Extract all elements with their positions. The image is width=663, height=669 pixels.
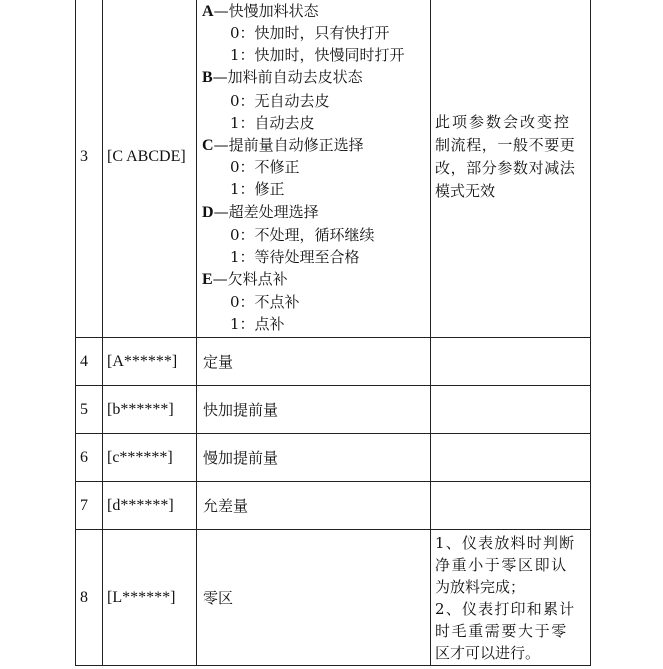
param-B-option-0: 0：无自动去皮 xyxy=(230,92,330,110)
param-C-option-0: 0：不修正 xyxy=(230,158,300,176)
row-8-note-line-1: 1、仪表放料时判断 xyxy=(435,534,576,552)
param-A-text: —快慢加料状态 xyxy=(213,2,319,20)
row-4-code: [A******] xyxy=(107,353,178,370)
param-A-option-1: 1：快加时，快慢同时打开 xyxy=(230,46,405,64)
row-8-note-line-4: 2、仪表打印和累计 xyxy=(435,600,576,618)
row-8-note-line-3: 为放料完成； xyxy=(435,578,526,596)
column-divider-2 xyxy=(196,0,197,666)
row-5-number: 5 xyxy=(80,401,88,418)
row-5-code: [b******] xyxy=(107,401,174,418)
row-divider-7-8 xyxy=(75,529,591,530)
column-divider-1 xyxy=(102,0,103,666)
row-3-note-line-1: 此项参数会改变控 xyxy=(435,113,572,131)
row-8-note-line-5: 时毛重需要大于零 xyxy=(435,622,568,640)
param-D-title xyxy=(202,202,319,223)
table-border-bottom xyxy=(75,665,591,666)
param-A-option-0: 0：快加时，只有快打开 xyxy=(230,24,390,42)
param-B-title xyxy=(202,67,363,88)
param-C-title xyxy=(202,135,364,156)
table-border-left xyxy=(75,0,76,666)
row-3-code: [C ABCDE] xyxy=(107,148,186,165)
row-3-note-line-4: 模式无效 xyxy=(435,182,496,200)
row-8-note-line-2: 净重小于零区即认 xyxy=(435,556,568,574)
row-6-number: 6 xyxy=(80,449,88,466)
param-B-text: —加料前自动去皮状态 xyxy=(212,68,363,86)
param-E-option-1: 1：点补 xyxy=(230,315,285,333)
row-6-code: [c******] xyxy=(107,449,173,466)
row-4-name: 定量 xyxy=(203,353,234,371)
param-D-key: D xyxy=(202,204,214,221)
param-D-option-0: 0：不处理，循环继续 xyxy=(230,226,375,244)
param-B-key: B xyxy=(202,69,213,86)
row-8-name: 零区 xyxy=(203,589,234,607)
row-8-number: 8 xyxy=(80,589,88,606)
row-4-number: 4 xyxy=(80,353,88,370)
table-border-right xyxy=(590,0,591,666)
row-5-name: 快加提前量 xyxy=(203,401,279,419)
row-8-code: [L******] xyxy=(107,589,176,606)
param-B-option-1: 1：自动去皮 xyxy=(230,114,315,132)
row-8-note-line-6: 区才可以进行。 xyxy=(435,644,541,662)
row-3-note-line-2: 制流程，一般不要更 xyxy=(435,136,576,154)
row-3-number: 3 xyxy=(80,148,88,165)
param-C-option-1: 1：修正 xyxy=(230,180,285,198)
param-C-text: —提前量自动修正选择 xyxy=(213,136,364,154)
param-E-text: —欠料点补 xyxy=(212,270,288,288)
row-6-name: 慢加提前量 xyxy=(203,449,279,467)
param-E-option-0: 0：不点补 xyxy=(230,293,300,311)
row-3-note-line-3: 改，部分参数对减法 xyxy=(435,159,576,177)
param-A-title xyxy=(202,1,319,22)
row-7-code: [d******] xyxy=(107,497,174,514)
row-7-number: 7 xyxy=(80,497,88,514)
column-divider-3 xyxy=(430,0,431,666)
row-7-name: 允差量 xyxy=(203,497,249,515)
row-divider-3-4 xyxy=(75,337,591,338)
param-D-option-1: 1：等待处理至合格 xyxy=(230,248,360,266)
param-C-key: C xyxy=(202,137,214,154)
param-E-title xyxy=(202,269,288,290)
row-divider-5-6 xyxy=(75,433,591,434)
param-A-key: A xyxy=(202,3,214,20)
row-divider-4-5 xyxy=(75,385,591,386)
row-divider-6-7 xyxy=(75,481,591,482)
param-E-key: E xyxy=(202,271,213,288)
param-D-text: —超差处理选择 xyxy=(213,203,319,221)
